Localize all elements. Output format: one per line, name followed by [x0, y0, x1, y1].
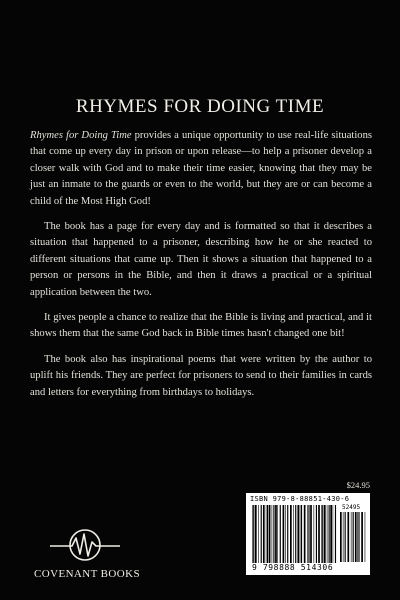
description-paragraph-4: The book also has inspirational poems that were written by the author to uplift his friends. They are perfect for prisoners to send to their families in cards and letters for everything from birthdays to holidays.	[30, 353, 372, 398]
isbn-text: ISBN 979-8-88851-430-6	[250, 495, 350, 503]
barcode-addon-text: 52495	[342, 504, 361, 511]
book-description	[30, 128, 372, 410]
description-book-title: Rhymes for Doing Time	[30, 130, 132, 141]
description-paragraph-2: The book has a page for every day and is formatted so that it describes a situation that happened to a prisoner, describing how he or she reacted to different situations that came up. Then it shows a situation that happened to a person or persons in the Bible, and then it draws a practical or a spiritual application between the two.	[30, 221, 372, 298]
isbn-barcode	[246, 493, 370, 575]
barcode-digits-text: 9 798888 514306	[252, 563, 334, 572]
heartbeat-circle-icon	[48, 528, 122, 562]
description-paragraph-1-text: provides a unique opportunity to use real-life situations that come up every day in prison or upon release—to help a prisoner develop a closer walk with God and to make their time easier, knowing that they may be just an inmate to the guards or even to the world, but they are or can become a child of the Most High God!	[30, 130, 372, 207]
description-paragraph-3: It gives people a chance to realize that the Bible is living and practical, and it shows them that the same God back in Bible times hasn't changed one bit!	[30, 312, 372, 340]
price-label: $24.95	[346, 480, 370, 490]
barcode-bars	[252, 505, 338, 563]
description-paragraph-1	[30, 128, 372, 210]
publisher-name: COVENANT BOOKS	[34, 568, 140, 580]
book-title: RHYMES FOR DOING TIME	[75, 96, 325, 117]
barcode-addon-bars	[340, 512, 366, 562]
